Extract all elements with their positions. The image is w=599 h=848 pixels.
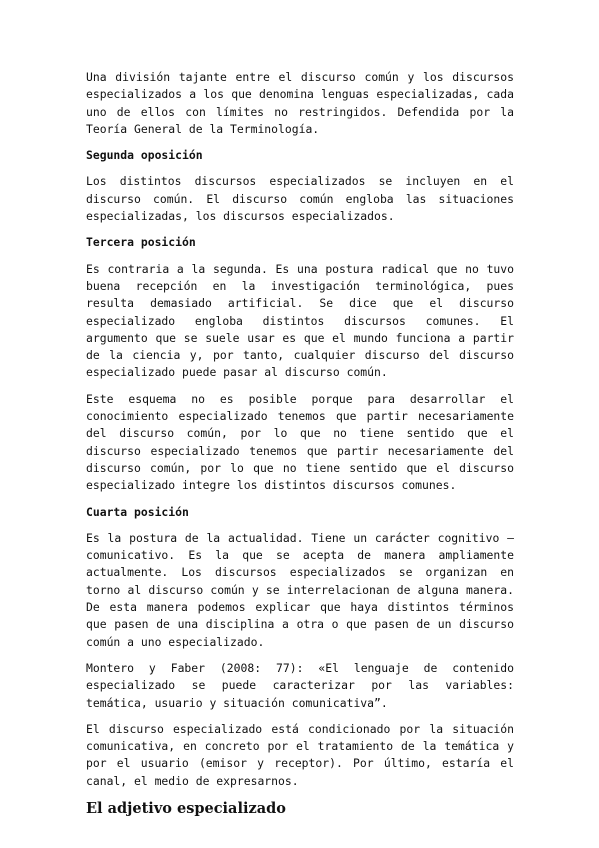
paragraph-este-esquema: Este esquema no es posible porque para desarrollar el conocimiento especializado tenemos que partir necesariamente del discurso común, por lo que no tiene sentido que el discurso especializado tenemos que partir necesariamente del discurso común, por lo que no tiene sentido que el discurso especializado integre los distintos discursos comunes. [86,391,514,493]
paragraph-discurso-condicionado: El discurso especializado está condicionado por la situación comunicativa, en concreto por el tratamiento de la temática y por el usuario (emisor y receptor). Por último, estaría el canal, el medio de expresarnos. [86,721,514,788]
paragraph-montero-faber-quote: Montero y Faber (2008: 77): «El lenguaje de contenido especializado se puede caracterizar por las variables: temática, usuario y situación comunicativa”. [86,660,514,710]
heading-cuarta-posicion: Cuarta posición [86,504,189,519]
paragraph-cuarta-posicion: Es la postura de la actualidad. Tiene un carácter cognitivo – comunicativo. Es la que se acepta de manera ampliamente actualmente. Los discursos especializados se organizan en torno al discurso común y se interrelacionan de alguna manera. De esta manera podemos explicar que haya distintos términos que pasen de una disciplina a otra o que pasen de un discurso común a uno especializado. [86,530,514,649]
paragraph-division-tajante: Una división tajante entre el discurso común y los discursos especializados a los que denomina lenguas especializadas, cada uno de ellos con límites no restringidos. Defendida por la Teoría General de la Terminología. [86,70,514,136]
paragraph-segunda-oposicion: Los distintos discursos especializados se incluyen en el discurso común. El discurso común engloba las situaciones especializadas, los discursos especializados. [86,174,514,224]
section-title-adjetivo: El adjetivo especializado [86,799,286,817]
document-page [86,69,514,819]
paragraph-tercera-posicion: Es contraria a la segunda. Es una postura radical que no tuvo buena recepción en la investigación terminológica, pues resulta demasiado artificial. Se dice que el discurso especializado engloba distintos discursos comunes. El argumento que se suele usar es que el mundo funciona a partir de la ciencia y, por tanto, cualquier discurso del discurso especializado puede pasar al discurso común. [86,261,514,380]
heading-segunda-oposicion: Segunda oposición [86,148,203,163]
heading-tercera-posicion: Tercera posición [86,235,196,250]
